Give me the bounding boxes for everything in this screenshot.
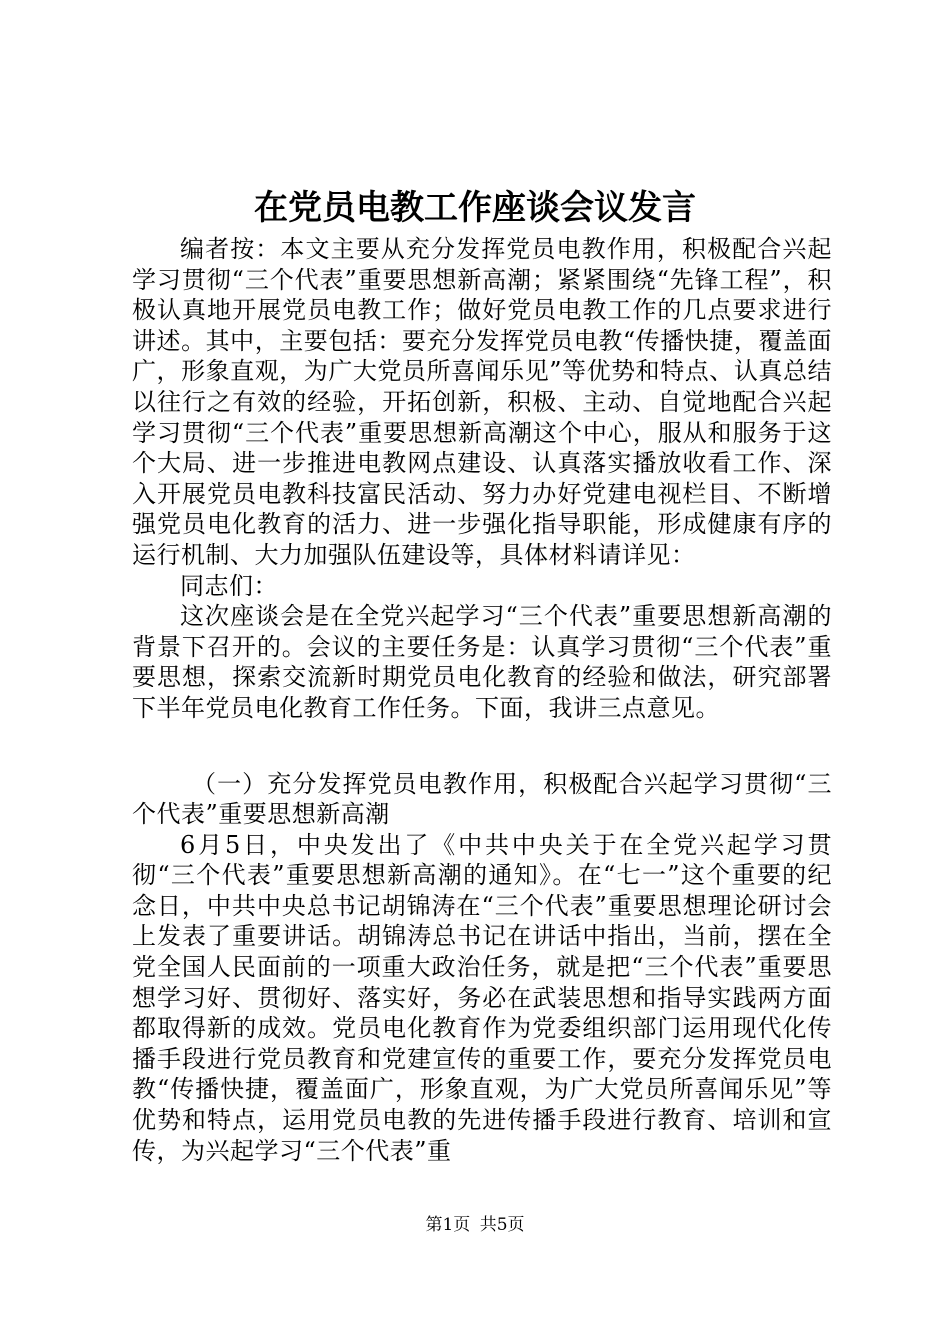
document-title: 在党员电教工作座谈会议发言 [254, 188, 696, 228]
salutation-paragraph: 同志们： [180, 571, 278, 600]
page-number: 第1页 [425, 1215, 471, 1235]
intro-paragraph: 这次座谈会是在全党兴起学习“三个代表”重要思想新高潮的背景下召开的。会议的主要任务是：认真学习贯彻“三个代表”重要思想，探索交流新时期党员电化教育的经验和做法，研究部署下半年党员电化教育工作任务。下面，我讲三点意见。 [132, 602, 832, 722]
editor-note-paragraph: 编者按：本文主要从充分发挥党员电教作用，积极配合兴起学习贯彻“三个代表”重要思想新高潮；紧紧围绕“先锋工程”，积极认真地开展党员电教工作；做好党员电教工作的几点要求进行讲述。其中，主要包括：要充分发挥党员电教“传播快捷，覆盖面广，形象直观，为广大党员所喜闻乐见”等优势和特点、认真总结以往行之有效的经验，开拓创新，积极、主动、自觉地配合兴起学习贯彻“三个代表”重要思想新高潮这个中心，服从和服务于这个大局、进一步推进电教网点建设、认真落实播放收看工作、深入开展党员电教科技富民活动、努力办好党建电视栏目、不断增强党员电化教育的活力、进一步强化指导职能，形成健康有序的运行机制、大力加强队伍建设等，具体材料请详见： [132, 235, 832, 569]
paragraph-spacer [132, 724, 832, 769]
section-heading: （一）充分发挥党员电教作用，积极配合兴起学习贯彻“三个代表”重要思想新高潮 [132, 769, 832, 829]
document-body [132, 234, 832, 1166]
section-body-paragraph: 6月5日，中央发出了《中共中央关于在全党兴起学习贯彻“三个代表”重要思想新高潮的通知》。在“七一”这个重要的纪念日，中共中央总书记胡锦涛在“三个代表”重要思想理论研讨会上发表了重要讲话。胡锦涛总书记在讲话中指出，当前，摆在全党全国人民面前的一项重大政治任务，就是把“三个代表”重要思想学习好、贯彻好、落实好，务必在武装思想和指导实践两方面都取得新的成效。党员电化教育作为党委组织部门运用现代化传播手段进行党员教育和党建宣传的重要工作，要充分发挥党员电教“传播快捷，覆盖面广，形象直观，为广大党员所喜闻乐见”等优势和特点，运用党员电教的先进传播手段进行教育、培训和宣传，为兴起学习“三个代表”重 [132, 830, 832, 1165]
page-footer [0, 1213, 950, 1237]
page-total: 共5页 [479, 1215, 525, 1235]
